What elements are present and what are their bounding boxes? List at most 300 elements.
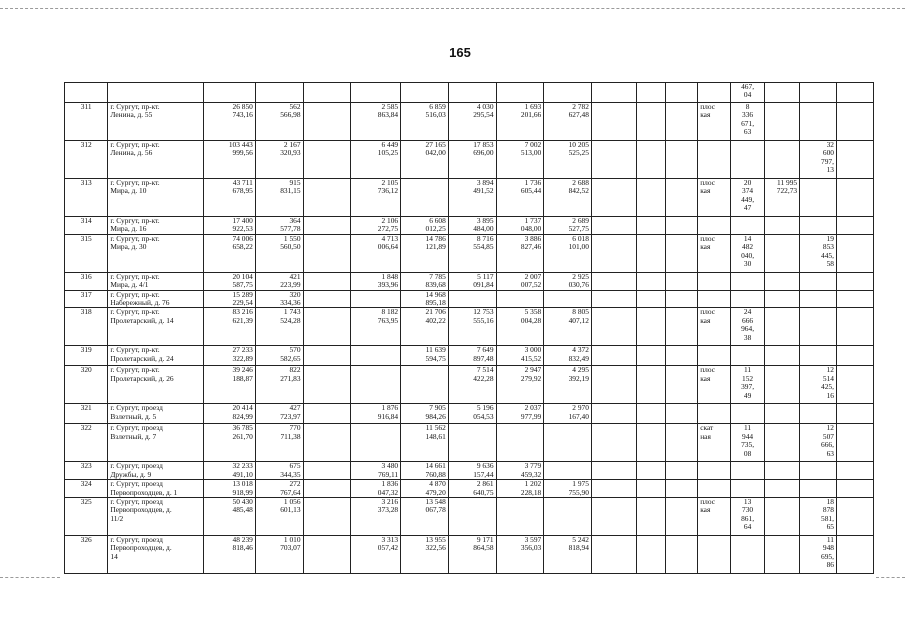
address-cell: г. Сургут, проезд Дружбы, д. 9: [108, 462, 203, 480]
table-row: [65, 179, 874, 217]
value-cell: 5 196 054,53: [448, 404, 496, 424]
row-number-cell: 322: [65, 424, 108, 462]
value-cell: 11 152 397, 49: [730, 366, 765, 404]
value-cell: 1 550 560,50: [255, 234, 303, 272]
value-cell: 14 661 760,88: [401, 462, 449, 480]
value-cell: 1 693 201,66: [496, 103, 544, 141]
value-cell: [765, 234, 800, 272]
value-cell: 21 706 402,22: [401, 308, 449, 346]
value-cell: 24 666 964, 38: [730, 308, 765, 346]
value-cell: [303, 536, 351, 574]
value-cell: [665, 290, 698, 308]
value-cell: 770 711,38: [255, 424, 303, 462]
value-cell: [836, 83, 873, 103]
row-number-cell: 312: [65, 141, 108, 179]
address-cell: г. Сургут, пр-кт. Мира, д. 16: [108, 217, 203, 235]
value-cell: [591, 404, 637, 424]
value-cell: [698, 83, 731, 103]
value-cell: [698, 272, 731, 290]
address-cell: г. Сургут, пр-кт. Ленина, д. 55: [108, 103, 203, 141]
value-cell: [544, 498, 592, 536]
value-cell: [800, 83, 837, 103]
table-row: [65, 462, 874, 480]
value-cell: [303, 346, 351, 366]
table-row: [65, 83, 874, 103]
value-cell: [203, 83, 255, 103]
value-cell: [448, 424, 496, 462]
value-cell: 26 850 743,16: [203, 103, 255, 141]
value-cell: [544, 83, 592, 103]
value-cell: [637, 234, 665, 272]
value-cell: 3 313 057,42: [351, 536, 401, 574]
value-cell: 2 970 167,40: [544, 404, 592, 424]
value-cell: [665, 366, 698, 404]
row-number-cell: 319: [65, 346, 108, 366]
value-cell: [836, 217, 873, 235]
value-cell: 48 239 818,46: [203, 536, 255, 574]
value-cell: [800, 462, 837, 480]
value-cell: [637, 103, 665, 141]
value-cell: 822 271,83: [255, 366, 303, 404]
value-cell: [591, 83, 637, 103]
value-cell: 570 582,65: [255, 346, 303, 366]
value-cell: [665, 480, 698, 498]
value-cell: [303, 141, 351, 179]
value-cell: 1 056 601,13: [255, 498, 303, 536]
value-cell: 562 566,98: [255, 103, 303, 141]
address-cell: г. Сургут, проезд Взлетный, д. 5: [108, 404, 203, 424]
value-cell: 5 117 091,84: [448, 272, 496, 290]
value-cell: 20 104 587,75: [203, 272, 255, 290]
table-row: [65, 217, 874, 235]
value-cell: 11 948 695, 86: [800, 536, 837, 574]
table-row: [65, 424, 874, 462]
value-cell: [591, 480, 637, 498]
value-cell: 27 165 042,00: [401, 141, 449, 179]
value-cell: [637, 272, 665, 290]
value-cell: [637, 308, 665, 346]
value-cell: [836, 346, 873, 366]
value-cell: 14 786 121,89: [401, 234, 449, 272]
value-cell: 11 944 735, 08: [730, 424, 765, 462]
value-cell: 2 037 977,99: [496, 404, 544, 424]
value-cell: 3 894 491,52: [448, 179, 496, 217]
value-cell: [591, 272, 637, 290]
value-cell: 320 334,36: [255, 290, 303, 308]
value-cell: [730, 290, 765, 308]
value-cell: [800, 179, 837, 217]
value-cell: 14 968 895,18: [401, 290, 449, 308]
address-cell: г. Сургут, пр-кт. Мира, д. 4/1: [108, 272, 203, 290]
value-cell: 18 878 581, 65: [800, 498, 837, 536]
value-cell: [836, 290, 873, 308]
value-cell: [730, 462, 765, 480]
value-cell: [665, 346, 698, 366]
value-cell: 7 785 839,68: [401, 272, 449, 290]
value-cell: [591, 424, 637, 462]
housing-repair-table: [64, 82, 874, 574]
value-cell: [303, 498, 351, 536]
value-cell: [303, 234, 351, 272]
value-cell: [637, 366, 665, 404]
value-cell: [836, 179, 873, 217]
value-cell: 675 344,35: [255, 462, 303, 480]
address-cell: г. Сургут, пр-кт. Пролетарский, д. 24: [108, 346, 203, 366]
value-cell: [591, 217, 637, 235]
value-cell: [800, 272, 837, 290]
value-cell: 27 233 322,89: [203, 346, 255, 366]
value-cell: 1 202 228,18: [496, 480, 544, 498]
value-cell: [836, 308, 873, 346]
value-cell: [591, 290, 637, 308]
value-cell: 10 205 525,25: [544, 141, 592, 179]
value-cell: [665, 404, 698, 424]
value-cell: [637, 83, 665, 103]
value-cell: плос кая: [698, 498, 731, 536]
value-cell: 5 358 004,28: [496, 308, 544, 346]
value-cell: [800, 308, 837, 346]
table-row: [65, 272, 874, 290]
value-cell: 2 861 640,75: [448, 480, 496, 498]
value-cell: [836, 480, 873, 498]
value-cell: 3 597 356,03: [496, 536, 544, 574]
value-cell: [303, 179, 351, 217]
value-cell: 11 639 594,75: [401, 346, 449, 366]
value-cell: [665, 536, 698, 574]
value-cell: 8 336 671, 63: [730, 103, 765, 141]
value-cell: 2 106 272,75: [351, 217, 401, 235]
value-cell: [303, 290, 351, 308]
value-cell: [765, 366, 800, 404]
value-cell: [800, 217, 837, 235]
value-cell: [698, 404, 731, 424]
value-cell: 12 753 555,16: [448, 308, 496, 346]
value-cell: [800, 103, 837, 141]
value-cell: [698, 346, 731, 366]
table-row: [65, 404, 874, 424]
address-cell: г. Сургут, пр-кт. Ленина, д. 56: [108, 141, 203, 179]
value-cell: [303, 103, 351, 141]
value-cell: [765, 424, 800, 462]
value-cell: 427 723,97: [255, 404, 303, 424]
address-cell: г. Сургут, проезд Взлетный, д. 7: [108, 424, 203, 462]
value-cell: [496, 290, 544, 308]
value-cell: [591, 366, 637, 404]
value-cell: [730, 141, 765, 179]
value-cell: 3 779 459,32: [496, 462, 544, 480]
value-cell: [637, 424, 665, 462]
value-cell: [303, 424, 351, 462]
value-cell: 32 600 797, 13: [800, 141, 837, 179]
value-cell: 7 002 513,00: [496, 141, 544, 179]
value-cell: 6 449 105,25: [351, 141, 401, 179]
value-cell: 11 562 148,61: [401, 424, 449, 462]
address-cell: г. Сургут, пр-кт. Мира, д. 10: [108, 179, 203, 217]
value-cell: [765, 480, 800, 498]
value-cell: [351, 346, 401, 366]
value-cell: 421 223,99: [255, 272, 303, 290]
value-cell: 6 018 101,00: [544, 234, 592, 272]
value-cell: 1 743 524,28: [255, 308, 303, 346]
value-cell: [698, 462, 731, 480]
value-cell: [591, 308, 637, 346]
value-cell: [591, 141, 637, 179]
row-number-cell: 311: [65, 103, 108, 141]
value-cell: 8 716 554,85: [448, 234, 496, 272]
row-number-cell: 324: [65, 480, 108, 498]
value-cell: [730, 346, 765, 366]
address-cell: г. Сургут, пр-кт. Набережный, д. 76: [108, 290, 203, 308]
row-number-cell: 316: [65, 272, 108, 290]
value-cell: [765, 308, 800, 346]
row-number-cell: 321: [65, 404, 108, 424]
address-cell: г. Сургут, проезд Первопроходцев, д. 1: [108, 480, 203, 498]
value-cell: [303, 217, 351, 235]
value-cell: 20 374 449, 47: [730, 179, 765, 217]
table-row: [65, 480, 874, 498]
value-cell: [836, 103, 873, 141]
value-cell: [637, 179, 665, 217]
table-row: [65, 366, 874, 404]
value-cell: плос кая: [698, 234, 731, 272]
table-row: [65, 308, 874, 346]
value-cell: 2 688 842,52: [544, 179, 592, 217]
value-cell: 1 836 047,32: [351, 480, 401, 498]
value-cell: [637, 480, 665, 498]
value-cell: плос кая: [698, 103, 731, 141]
value-cell: 103 443 999,56: [203, 141, 255, 179]
value-cell: [591, 179, 637, 217]
value-cell: [303, 462, 351, 480]
value-cell: [665, 83, 698, 103]
value-cell: [665, 462, 698, 480]
value-cell: 1 975 755,90: [544, 480, 592, 498]
table-row: [65, 536, 874, 574]
value-cell: [665, 179, 698, 217]
value-cell: 17 853 696,00: [448, 141, 496, 179]
value-cell: 15 289 229,54: [203, 290, 255, 308]
value-cell: 5 242 818,94: [544, 536, 592, 574]
value-cell: [665, 217, 698, 235]
value-cell: [591, 346, 637, 366]
value-cell: 9 636 157,44: [448, 462, 496, 480]
value-cell: [836, 366, 873, 404]
value-cell: [836, 462, 873, 480]
value-cell: [800, 404, 837, 424]
value-cell: [303, 404, 351, 424]
value-cell: 3 480 769,11: [351, 462, 401, 480]
value-cell: [836, 272, 873, 290]
value-cell: 74 006 658,22: [203, 234, 255, 272]
value-cell: 43 711 678,95: [203, 179, 255, 217]
value-cell: [591, 234, 637, 272]
value-cell: [591, 536, 637, 574]
value-cell: [637, 346, 665, 366]
address-cell: г. Сургут, пр-кт. Мира, д. 30: [108, 234, 203, 272]
value-cell: [448, 498, 496, 536]
row-number-cell: 318: [65, 308, 108, 346]
row-number-cell: [65, 83, 108, 103]
value-cell: [665, 103, 698, 141]
value-cell: 8 182 763,95: [351, 308, 401, 346]
value-cell: [698, 536, 731, 574]
row-number-cell: 315: [65, 234, 108, 272]
value-cell: [765, 141, 800, 179]
value-cell: [698, 217, 731, 235]
value-cell: 12 514 425, 16: [800, 366, 837, 404]
row-number-cell: 314: [65, 217, 108, 235]
value-cell: [836, 234, 873, 272]
table-row: [65, 141, 874, 179]
value-cell: 7 649 897,48: [448, 346, 496, 366]
value-cell: скат ная: [698, 424, 731, 462]
value-cell: [836, 141, 873, 179]
table-row: [65, 498, 874, 536]
value-cell: [765, 217, 800, 235]
value-cell: 2 947 279,92: [496, 366, 544, 404]
value-cell: [730, 480, 765, 498]
value-cell: [698, 480, 731, 498]
value-cell: [765, 404, 800, 424]
value-cell: [665, 498, 698, 536]
value-cell: 17 400 922,53: [203, 217, 255, 235]
value-cell: [765, 536, 800, 574]
value-cell: 1 848 393,96: [351, 272, 401, 290]
value-cell: [544, 290, 592, 308]
value-cell: [351, 366, 401, 404]
value-cell: 1 876 916,84: [351, 404, 401, 424]
value-cell: 2 925 030,76: [544, 272, 592, 290]
row-number-cell: 313: [65, 179, 108, 217]
value-cell: [637, 498, 665, 536]
value-cell: [836, 424, 873, 462]
value-cell: 36 785 261,70: [203, 424, 255, 462]
value-cell: [730, 404, 765, 424]
value-cell: [665, 272, 698, 290]
value-cell: 2 689 527,75: [544, 217, 592, 235]
value-cell: 9 171 864,58: [448, 536, 496, 574]
value-cell: [591, 498, 637, 536]
value-cell: [765, 462, 800, 480]
value-cell: [800, 480, 837, 498]
page-number: 165: [449, 45, 471, 60]
value-cell: 2 105 736,12: [351, 179, 401, 217]
value-cell: 7 905 984,26: [401, 404, 449, 424]
value-cell: [765, 290, 800, 308]
value-cell: 6 608 012,25: [401, 217, 449, 235]
table-row: [65, 234, 874, 272]
value-cell: [765, 272, 800, 290]
value-cell: 1 737 048,00: [496, 217, 544, 235]
value-cell: [836, 498, 873, 536]
value-cell: 3 886 827,46: [496, 234, 544, 272]
table-row: [65, 290, 874, 308]
value-cell: [665, 234, 698, 272]
value-cell: 915 831,15: [255, 179, 303, 217]
value-cell: [730, 217, 765, 235]
row-number-cell: 317: [65, 290, 108, 308]
scan-border-left: [0, 577, 60, 578]
value-cell: 7 514 422,28: [448, 366, 496, 404]
value-cell: 2 007 007,52: [496, 272, 544, 290]
value-cell: [401, 366, 449, 404]
value-cell: плос кая: [698, 179, 731, 217]
value-cell: [496, 498, 544, 536]
value-cell: [544, 462, 592, 480]
value-cell: 3 895 484,00: [448, 217, 496, 235]
value-cell: [591, 103, 637, 141]
value-cell: [496, 424, 544, 462]
value-cell: [765, 498, 800, 536]
value-cell: 2 782 627,48: [544, 103, 592, 141]
value-cell: 14 482 040, 30: [730, 234, 765, 272]
value-cell: 12 507 666, 63: [800, 424, 837, 462]
value-cell: [303, 480, 351, 498]
value-cell: [637, 217, 665, 235]
value-cell: 8 805 407,12: [544, 308, 592, 346]
value-cell: [401, 83, 449, 103]
value-cell: 2 167 320,93: [255, 141, 303, 179]
value-cell: 50 430 485,48: [203, 498, 255, 536]
value-cell: 19 853 445, 58: [800, 234, 837, 272]
table-row: [65, 103, 874, 141]
row-number-cell: 325: [65, 498, 108, 536]
value-cell: 13 548 067,78: [401, 498, 449, 536]
value-cell: [303, 308, 351, 346]
value-cell: [765, 83, 800, 103]
value-cell: 4 713 006,64: [351, 234, 401, 272]
value-cell: [698, 141, 731, 179]
value-cell: 13 730 861, 64: [730, 498, 765, 536]
address-cell: г. Сургут, пр-кт. Пролетарский, д. 26: [108, 366, 203, 404]
row-number-cell: 320: [65, 366, 108, 404]
value-cell: [303, 272, 351, 290]
value-cell: 4 030 295,54: [448, 103, 496, 141]
value-cell: [665, 141, 698, 179]
value-cell: [637, 404, 665, 424]
value-cell: 3 000 415,52: [496, 346, 544, 366]
value-cell: [637, 462, 665, 480]
address-cell: г. Сургут, проезд Первопроходцев, д. 11/2: [108, 498, 203, 536]
value-cell: 4 295 392,19: [544, 366, 592, 404]
value-cell: [665, 308, 698, 346]
value-cell: [544, 424, 592, 462]
value-cell: [303, 366, 351, 404]
value-cell: [730, 536, 765, 574]
value-cell: 11 995 722,73: [765, 179, 800, 217]
value-cell: 32 233 491,10: [203, 462, 255, 480]
value-cell: [698, 290, 731, 308]
value-cell: 39 246 188,87: [203, 366, 255, 404]
value-cell: 13 018 918,99: [203, 480, 255, 498]
value-cell: [591, 462, 637, 480]
row-number-cell: 323: [65, 462, 108, 480]
value-cell: 3 216 373,28: [351, 498, 401, 536]
value-cell: [351, 290, 401, 308]
value-cell: [496, 83, 544, 103]
value-cell: 4 372 832,49: [544, 346, 592, 366]
value-cell: [401, 179, 449, 217]
value-cell: 364 577,78: [255, 217, 303, 235]
value-cell: [303, 83, 351, 103]
value-cell: [637, 141, 665, 179]
value-cell: 1 010 703,07: [255, 536, 303, 574]
value-cell: [637, 290, 665, 308]
value-cell: [665, 424, 698, 462]
value-cell: [836, 536, 873, 574]
value-cell: плос кая: [698, 308, 731, 346]
value-cell: 13 955 322,56: [401, 536, 449, 574]
